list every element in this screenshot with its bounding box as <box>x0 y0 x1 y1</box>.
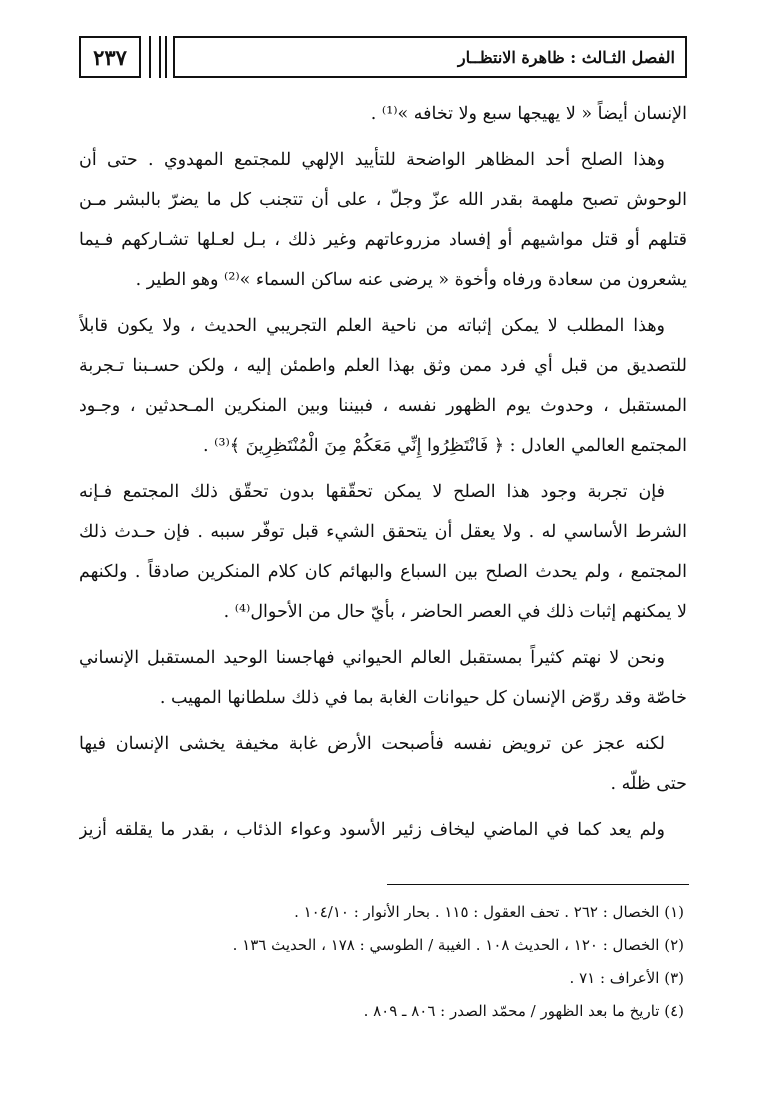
footnotes <box>84 896 684 1028</box>
text-line: فإن تجربة وجود هذا الصلح لا يمكن تحقّقها بدون تحقّق ذلك المجتمع فـإنه <box>79 482 665 502</box>
header-divider <box>149 36 151 78</box>
text-line: الإنسان أيضاً « لا يهيجها سبع ولا تخافه »⁽¹⁾ . <box>370 104 687 124</box>
header-divider <box>165 36 167 78</box>
text-line: لكنه عجز عن ترويض نفسه فأصبحت الأرض غابة مخيفة يخشى الإنسان فيها <box>79 734 665 754</box>
text-line: لا يمكنهم إثبات ذلك في العصر الحاضر ، بأيّ حال من الأحوال⁽⁴⁾ . <box>223 602 687 622</box>
text-line: قتلهم أو قتل مواشيهم أو إفساد مزروعاتهم وغير ذلك ، بـل لعـلها تشـاركهم فـيما <box>79 230 687 250</box>
header-divider <box>159 36 161 78</box>
chapter-title-text: الفصل الثـالث : ظاهرة الانتظــار <box>457 47 675 67</box>
text-line: يشعرون من سعادة ورفاه وأخوة « يرضى عنه ساكن السماء »⁽²⁾ وهو الطير . <box>135 270 687 290</box>
text-line: الوحوش تصبح ملهمة بقدر الله عزّ وجلّ ، على أن تتجنب كل ما يضرّ بالبشر مـن <box>79 190 687 210</box>
text-line: المستقبل ، وحدوث يوم الظهور نفسه ، فبيننا وبين المنكرين المـحدثين ، وجـود <box>79 396 687 416</box>
footnote-divider <box>387 884 689 885</box>
text-line: خاصّة وقد روّض الإنسان كل حيوانات الغابة بما في ذلك سلطانها المهيب . <box>159 688 687 708</box>
text-line: ولم يعد كما في الماضي ليخاف زئير الأسود وعواء الذئاب ، بقدر ما يقلقه أزيز <box>79 820 665 840</box>
footnote: (٢) الخصال : ١٢٠ ، الحديث ١٠٨ . الغيبة / الطوسي : ١٧٨ ، الحديث ١٣٦ . <box>232 936 684 954</box>
text-line: وهذا الصلح أحد المظاهر الواضحة للتأييد الإلهي للمجتمع المهدوي . حتى أن <box>79 150 665 170</box>
text-line: المجتمع العالمي العادل : ﴿ فَانْتَظِرُوا إِنِّي مَعَكُمْ مِنَ الْمُنْتَظِرِينَ ﴾⁽³⁾ . <box>203 436 687 456</box>
chapter-title <box>173 36 687 78</box>
text-line: للتصديق من قبل أي فرد ممن وثق بهذا العلم واطمئن إليه ، ولكن حسـبنا تـجربة <box>79 356 687 376</box>
page-header <box>79 36 687 82</box>
page-number: ٢٣٧ <box>79 36 141 78</box>
text-line: المجتمع ، ولم يحدث الصلح بين السباع والبهائم كان كلام المنكرين صادقاً . ولكنهم <box>79 562 687 582</box>
body-text <box>79 94 687 850</box>
footnote: (٤) تاريخ ما بعد الظهور / محمّد الصدر : ٨٠٦ ـ ٨٠٩ . <box>363 1002 684 1020</box>
text-line: ونحن لا نهتم كثيراً بمستقبل العالم الحيواني فهاجسنا الوحيد المستقبل الإنساني <box>79 648 665 668</box>
text-line: حتى ظلّه . <box>610 774 687 794</box>
text-line: الشرط الأساسي له . ولا يعقل أن يتحقق الشيء قبل توفّر سببه . فإن حـدث ذلك <box>79 522 687 542</box>
footnote: (٣) الأعراف : ٧١ . <box>569 969 684 987</box>
footnote: (١) الخصال : ٢٦٢ . تحف العقول : ١١٥ . بحار الأنوار : ١٠٤/١٠ . <box>294 903 684 921</box>
text-line: وهذا المطلب لا يمكن إثباته من ناحية العلم التجريبي الحديث ، ولا يكون قابلاً <box>79 316 665 336</box>
